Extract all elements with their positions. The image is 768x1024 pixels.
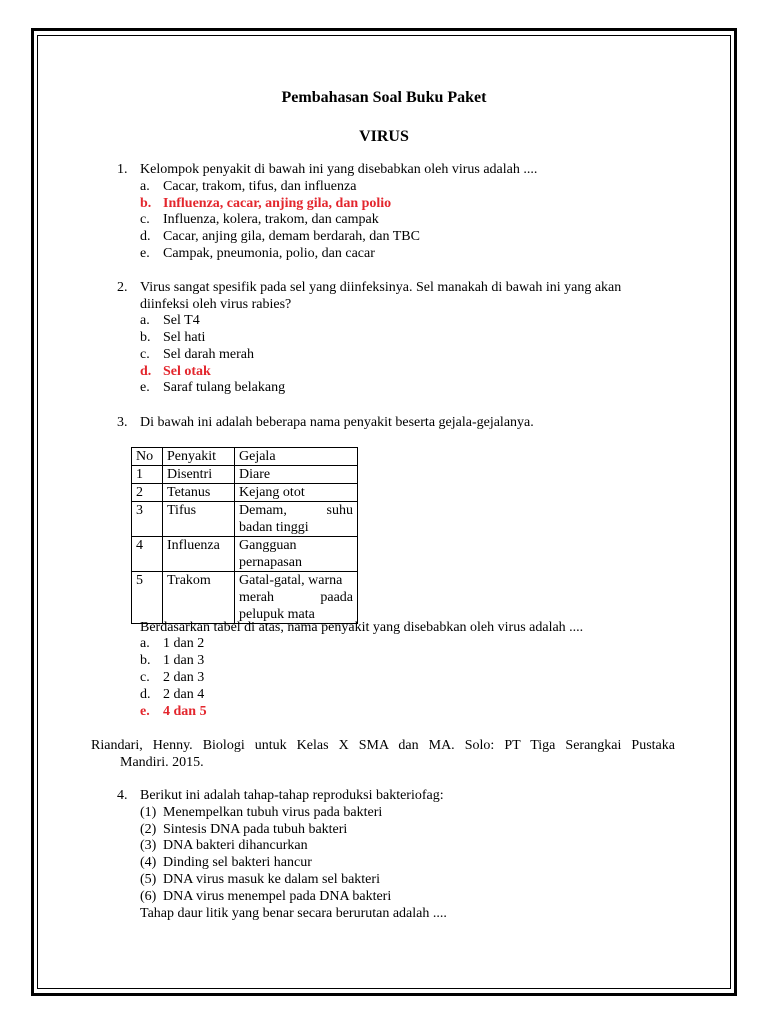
step-number: (4) [140, 855, 157, 870]
correct-option-text: Sel otak [163, 364, 211, 379]
gejala-line: Gangguan [239, 538, 297, 553]
correct-option-text: 4 dan 5 [163, 704, 207, 719]
table-cell-penyakit: Tifus [163, 502, 235, 537]
question-text: Tahap daur litik yang benar secara berurutan adalah .... [140, 906, 447, 921]
option-letter: c. [140, 212, 150, 227]
gejala-line: merah paada [239, 590, 353, 605]
reference-line-2: Mandiri. 2015. [120, 755, 204, 770]
gejala-line: Gatal-gatal, warna [239, 573, 343, 588]
question-text: Kelompok penyakit di bawah ini yang disebabkan oleh virus adalah .... [140, 162, 538, 177]
table-cell-gejala [235, 502, 358, 537]
table-cell-gejala [235, 537, 358, 572]
option-letter: c. [140, 670, 150, 685]
document-subtitle: VIRUS [359, 128, 409, 145]
table-row [132, 484, 358, 502]
correct-option-text: Influenza, cacar, anjing gila, dan polio [163, 196, 392, 211]
question-text-line-1: Virus sangat spesifik pada sel yang diinfeksinya. Sel manakah di bawah ini yang akan [140, 280, 622, 295]
option-text: Sel darah merah [163, 347, 254, 362]
table-cell-no: 4 [132, 537, 163, 572]
document-title: Pembahasan Soal Buku Paket [281, 89, 487, 106]
table-row [132, 466, 358, 484]
step-text: Dinding sel bakteri hancur [163, 855, 312, 870]
table-cell-no: 5 [132, 572, 163, 624]
step-number: (6) [140, 889, 157, 904]
correct-option-letter: d. [140, 364, 152, 379]
table-row [132, 537, 358, 572]
step-number: (2) [140, 822, 157, 837]
step-text: DNA bakteri dihancurkan [163, 838, 308, 853]
table-cell-gejala [235, 466, 358, 484]
table-header-row [132, 448, 358, 466]
disease-symptom-table [131, 447, 358, 624]
question-text: Berdasarkan tabel di atas, nama penyakit yang disebabkan oleh virus adalah .... [140, 620, 584, 635]
table-row [132, 502, 358, 537]
correct-option-letter: b. [140, 196, 152, 211]
table-cell-penyakit: Tetanus [163, 484, 235, 502]
question-number: 3. [117, 415, 128, 430]
table-cell-no: 3 [132, 502, 163, 537]
table-cell-no: 2 [132, 484, 163, 502]
option-letter: b. [140, 653, 151, 668]
option-text: 2 dan 3 [163, 670, 205, 685]
step-number: (5) [140, 872, 157, 887]
option-text: 2 dan 4 [163, 687, 205, 702]
question-number: 4. [117, 788, 128, 803]
table-row [132, 572, 358, 624]
option-letter: a. [140, 179, 150, 194]
option-text: Cacar, trakom, tifus, dan influenza [163, 179, 357, 194]
table-header-cell: Penyakit [163, 448, 235, 466]
option-text: Sel T4 [163, 313, 200, 328]
step-number: (1) [140, 805, 157, 820]
correct-option-letter: e. [140, 704, 150, 719]
option-letter: d. [140, 687, 151, 702]
option-text: Sel hati [163, 330, 206, 345]
gejala-line: Diare [239, 467, 271, 482]
option-text: Campak, pneumonia, polio, dan cacar [163, 246, 375, 261]
table-cell-gejala [235, 484, 358, 502]
gejala-line: pernapasan [239, 555, 302, 570]
step-text: DNA virus menempel pada DNA bakteri [163, 889, 392, 904]
gejala-line: Demam, suhu [239, 503, 353, 518]
option-letter: c. [140, 347, 150, 362]
option-text: Influenza, kolera, trakom, dan campak [163, 212, 379, 227]
option-text: Cacar, anjing gila, demam berdarah, dan TBC [163, 229, 420, 244]
option-text: Saraf tulang belakang [163, 380, 286, 395]
option-letter: a. [140, 313, 150, 328]
table-header-cell: No [132, 448, 163, 466]
question-text-line-2: diinfeksi oleh virus rabies? [140, 297, 292, 312]
question-text: Berikut ini adalah tahap-tahap reproduksi bakteriofag: [140, 788, 444, 803]
option-letter: a. [140, 636, 150, 651]
question-number: 2. [117, 280, 128, 295]
table-cell-no: 1 [132, 466, 163, 484]
gejala-line: Kejang otot [239, 485, 305, 500]
table-cell-penyakit: Influenza [163, 537, 235, 572]
gejala-line: pelupuk mata [239, 607, 315, 622]
table-header-cell: Gejala [235, 448, 358, 466]
table-cell-penyakit: Trakom [163, 572, 235, 624]
option-letter: e. [140, 246, 150, 261]
table-cell-penyakit: Disentri [163, 466, 235, 484]
option-letter: b. [140, 330, 151, 345]
option-text: 1 dan 2 [163, 636, 205, 651]
option-text: 1 dan 3 [163, 653, 205, 668]
step-number: (3) [140, 838, 157, 853]
step-text: Sintesis DNA pada tubuh bakteri [163, 822, 348, 837]
step-text: Menempelkan tubuh virus pada bakteri [163, 805, 383, 820]
reference-line-1: Riandari, Henny. Biologi untuk Kelas X SMA dan MA. Solo: PT Tiga Serangkai Pustaka [91, 738, 675, 753]
question-number: 1. [117, 162, 128, 177]
option-letter: d. [140, 229, 151, 244]
step-text: DNA virus masuk ke dalam sel bakteri [163, 872, 380, 887]
table-cell-gejala [235, 572, 358, 624]
gejala-line: badan tinggi [239, 520, 309, 535]
question-text: Di bawah ini adalah beberapa nama penyakit beserta gejala-gejalanya. [140, 415, 534, 430]
option-letter: e. [140, 380, 150, 395]
